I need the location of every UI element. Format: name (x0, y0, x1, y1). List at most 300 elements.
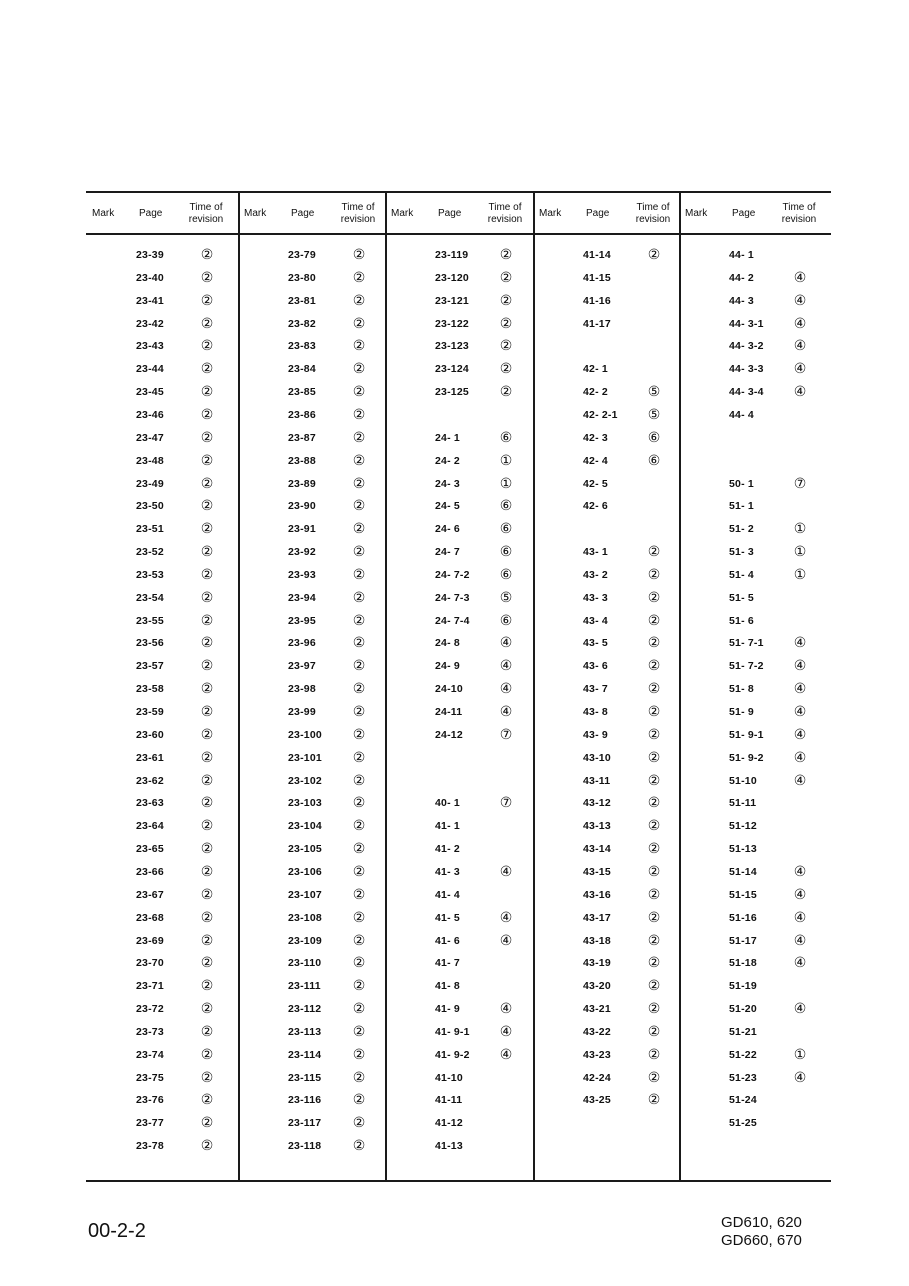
page-number-cell: 51- 7-2 (729, 660, 764, 673)
revision-mark-cell: ② (647, 588, 661, 605)
page-number-cell: 23-125 (435, 386, 469, 399)
header-time-line: Time of (189, 202, 223, 213)
revision-mark-cell: ② (200, 1068, 214, 1085)
revision-mark-cell: ④ (499, 1000, 513, 1017)
page-number-cell: 23-112 (288, 1003, 322, 1016)
page-number: 00-2-2 (88, 1220, 146, 1242)
revision-mark-cell: ② (647, 657, 661, 674)
revision-mark-cell: ④ (499, 1045, 513, 1062)
page-number-cell: 23-74 (136, 1048, 164, 1061)
page-number-cell: 23-101 (288, 751, 322, 764)
table-top-rule (86, 191, 831, 193)
revision-mark-cell: ② (200, 703, 214, 719)
revision-mark-cell: ② (200, 314, 214, 331)
page-number-cell: 43-11 (583, 774, 611, 787)
model-line: GD610, 620 (721, 1214, 802, 1231)
revision-mark-cell: ④ (793, 725, 807, 742)
revision-mark-cell: ② (647, 680, 661, 697)
header-page: Page (586, 208, 610, 219)
revision-mark-cell: ④ (793, 703, 807, 719)
page-number-cell: 23-50 (136, 500, 164, 513)
revision-mark-cell: ② (352, 588, 366, 605)
page-number-cell: 51- 5 (729, 591, 754, 604)
revision-mark-cell: ② (352, 1000, 366, 1017)
revision-mark-cell: ④ (793, 931, 807, 948)
page-number-cell: 23-72 (136, 1003, 164, 1016)
page-number-cell: 23-67 (136, 888, 164, 901)
page-number-cell: 24-10 (435, 683, 463, 696)
page-number-cell: 51-16 (729, 911, 757, 924)
page-number-cell: 23-96 (288, 637, 316, 650)
revision-mark-cell: ② (352, 246, 366, 262)
revision-mark-cell: ② (352, 1045, 366, 1062)
page-number-cell: 51- 9 (729, 706, 754, 718)
revision-mark-cell: ⑦ (499, 725, 513, 742)
page-number-cell: 23-66 (136, 865, 164, 878)
page-number-cell: 51-12 (729, 820, 757, 833)
revision-mark-cell: ④ (499, 931, 513, 948)
page-number-cell: 23-55 (136, 614, 164, 627)
revision-mark-cell: ① (793, 1045, 807, 1062)
page-number-cell: 42- 2-1 (583, 408, 618, 421)
page-number-cell: 43-12 (583, 797, 611, 810)
page-number-cell: 41-17 (583, 317, 611, 330)
revision-mark-cell: ② (352, 268, 366, 285)
revision-mark-cell: ② (647, 611, 661, 628)
page-number-cell: 41- 5 (435, 911, 460, 924)
revision-mark-cell: ④ (793, 954, 807, 971)
revision-mark-cell: ② (352, 543, 366, 560)
page-number-cell: 23-107 (288, 888, 322, 901)
revision-mark-cell: ④ (793, 337, 807, 354)
page-number-cell: 42-24 (583, 1071, 611, 1084)
page-number-cell: 44- 3-2 (729, 340, 764, 353)
revision-mark-cell: ② (352, 405, 366, 422)
page-number-cell: 24- 7-3 (435, 591, 470, 604)
revision-mark-cell: ② (200, 634, 214, 651)
revision-mark-cell: ② (352, 565, 366, 582)
page-number-cell: 43- 4 (583, 614, 608, 627)
revision-mark-cell: ② (200, 1137, 214, 1154)
page-number-cell: 23-42 (136, 317, 164, 330)
page-number-cell: 43-23 (583, 1048, 611, 1061)
revision-mark-cell: ② (200, 565, 214, 582)
revision-mark-cell: ② (647, 885, 661, 902)
revision-mark-cell: ④ (793, 383, 807, 400)
revision-mark-cell: ② (647, 840, 661, 857)
page-number-cell: 23-85 (288, 386, 316, 399)
revision-mark-cell: ② (352, 634, 366, 651)
revision-mark-cell: ② (200, 1114, 214, 1131)
revision-mark-cell: ② (499, 360, 513, 377)
page-number-cell: 23-77 (136, 1117, 164, 1130)
revision-mark-cell: ② (647, 543, 661, 560)
revision-mark-cell: ② (352, 725, 366, 742)
revision-mark-cell: ② (352, 1022, 366, 1039)
revision-mark-cell: ② (499, 291, 513, 308)
revision-mark-cell: ② (352, 1114, 366, 1131)
page-number-cell: 44- 1 (729, 249, 754, 261)
revision-mark-cell: ④ (793, 634, 807, 651)
page-number-cell: 24- 1 (435, 431, 460, 444)
page-number-cell: 23-123 (435, 340, 469, 353)
revision-mark-cell: ② (647, 862, 661, 879)
revision-mark-cell: ① (793, 565, 807, 582)
revision-mark-cell: ② (200, 908, 214, 925)
revision-mark-cell: ② (499, 337, 513, 354)
page-number-cell: 44- 3-1 (729, 317, 764, 330)
revision-mark-cell: ⑥ (499, 611, 513, 628)
revision-mark-cell: ⑤ (499, 588, 513, 605)
page-number-cell: 23-94 (288, 591, 316, 604)
revision-mark-cell: ② (200, 1022, 214, 1039)
revision-mark-cell: ① (793, 520, 807, 537)
revision-mark-cell: ② (200, 657, 214, 674)
page-number-cell: 24- 3 (435, 477, 460, 490)
page-number-cell: 24- 7-4 (435, 614, 470, 627)
page-number-cell: 43-19 (583, 957, 611, 970)
revision-mark-cell: ② (200, 543, 214, 560)
page-number-cell: 51-25 (729, 1117, 757, 1130)
revision-mark-cell: ② (647, 703, 661, 719)
page-number-cell: 51-22 (729, 1048, 757, 1061)
revision-mark-cell: ② (200, 748, 214, 765)
page-number-cell: 42- 3 (583, 431, 608, 444)
revision-mark-cell: ④ (793, 748, 807, 765)
page-number-cell: 23-51 (136, 523, 164, 536)
page-number-cell: 23-59 (136, 706, 164, 718)
revision-mark-cell: ④ (793, 360, 807, 377)
page-number-cell: 23-80 (288, 271, 316, 284)
page-number-cell: 43- 9 (583, 728, 608, 741)
revision-mark-cell: ② (352, 977, 366, 994)
revision-mark-cell: ⑥ (499, 543, 513, 560)
page-number-cell: 41- 3 (435, 865, 460, 878)
page-number-cell: 23-118 (288, 1140, 322, 1153)
page-number-cell: 51-21 (729, 1025, 757, 1038)
revision-mark-cell: ⑤ (647, 405, 661, 422)
page-number-cell: 43- 6 (583, 660, 608, 673)
page-number-cell: 23-115 (288, 1071, 322, 1084)
page-number-cell: 41- 9-1 (435, 1025, 470, 1038)
page-number-cell: 44- 2 (729, 271, 754, 284)
page-number-cell: 41- 9-2 (435, 1048, 470, 1061)
header-page: Page (438, 208, 462, 219)
page-number-cell: 51- 7-1 (729, 637, 764, 650)
header-time-line: Time of (488, 202, 522, 213)
page-number-cell: 42- 6 (583, 500, 608, 513)
revision-mark-cell: ② (647, 817, 661, 834)
revision-mark-cell: ② (647, 954, 661, 971)
page-number-cell: 51-10 (729, 774, 757, 787)
page-number-cell: 43- 5 (583, 637, 608, 650)
page-number-cell: 23-110 (288, 957, 322, 970)
revision-mark-cell: ② (352, 1068, 366, 1085)
page-number-cell: 23-88 (288, 454, 316, 467)
page-number-cell: 41-10 (435, 1071, 463, 1084)
revision-mark-cell: ② (352, 748, 366, 765)
page-number-cell: 43-14 (583, 843, 611, 856)
column-divider (385, 192, 387, 1181)
revision-mark-cell: ② (647, 908, 661, 925)
page-number-cell: 51- 3 (729, 546, 754, 559)
page-number-cell: 44- 3-3 (729, 363, 764, 376)
page-number-cell: 51- 6 (729, 614, 754, 627)
page-number-cell: 41- 4 (435, 888, 460, 901)
revision-mark-cell: ② (647, 1022, 661, 1039)
page-number-cell: 43-13 (583, 820, 611, 833)
page-number-cell: 23-54 (136, 591, 164, 604)
page-number-cell: 23-43 (136, 340, 164, 353)
revision-mark-cell: ② (200, 725, 214, 742)
revision-mark-cell: ② (200, 680, 214, 697)
page-number-cell: 23-75 (136, 1071, 164, 1084)
revision-mark-cell: ② (200, 840, 214, 857)
revision-mark-cell: ⑤ (647, 383, 661, 400)
page-number-cell: 23-61 (136, 751, 164, 764)
page-number-cell: 23-82 (288, 317, 316, 330)
revision-mark-cell: ② (352, 520, 366, 537)
revision-mark-cell: ② (352, 908, 366, 925)
page-number-cell: 23-92 (288, 546, 316, 559)
revision-mark-cell: ④ (793, 1000, 807, 1017)
revision-mark-cell: ② (200, 771, 214, 788)
revision-mark-cell: ② (647, 634, 661, 651)
page-number-cell: 43- 2 (583, 568, 608, 581)
page-number-cell: 23-63 (136, 797, 164, 810)
revision-mark-cell: ② (352, 954, 366, 971)
page-number-cell: 41- 2 (435, 843, 460, 856)
page-number-cell: 23-87 (288, 431, 316, 444)
page-number-cell: 51- 9-1 (729, 728, 764, 741)
header-mark: Mark (539, 208, 562, 219)
header-page: Page (291, 208, 315, 219)
page-number-cell: 23-104 (288, 820, 322, 833)
column-divider (238, 192, 240, 1181)
revision-mark-cell: ② (352, 428, 366, 445)
page-number-cell: 23-97 (288, 660, 316, 673)
page-number-cell: 51- 2 (729, 523, 754, 536)
revision-mark-cell: ② (200, 337, 214, 354)
page-number-cell: 51-20 (729, 1003, 757, 1016)
revision-mark-cell: ② (647, 1068, 661, 1085)
header-time-line: Time of (782, 202, 816, 213)
revision-mark-cell: ② (352, 291, 366, 308)
revision-mark-cell: ⑥ (499, 428, 513, 445)
page-number-cell: 51-13 (729, 843, 757, 856)
revision-mark-cell: ④ (499, 657, 513, 674)
revision-mark-cell: ④ (793, 908, 807, 925)
revision-mark-cell: ② (647, 725, 661, 742)
page-number-cell: 23-48 (136, 454, 164, 467)
revision-mark-cell: ② (352, 862, 366, 879)
header-time-line: revision (340, 214, 376, 225)
page-number-cell: 23-39 (136, 249, 164, 261)
revision-mark-cell: ② (200, 360, 214, 377)
revision-mark-cell: ② (352, 885, 366, 902)
page-number-cell: 43- 3 (583, 591, 608, 604)
revision-mark-cell: ② (499, 314, 513, 331)
revision-mark-cell: ② (200, 291, 214, 308)
page-number-cell: 44- 3 (729, 294, 754, 307)
page-number-cell: 44- 4 (729, 408, 754, 421)
page-number-cell: 23-60 (136, 728, 164, 741)
revision-mark-cell: ② (352, 611, 366, 628)
page-number-cell: 23-53 (136, 568, 164, 581)
revision-mark-cell: ② (352, 360, 366, 377)
page-number-cell: 42- 5 (583, 477, 608, 490)
page-number-cell: 23-52 (136, 546, 164, 559)
revision-mark-cell: ② (647, 565, 661, 582)
page-number-cell: 23-98 (288, 683, 316, 696)
page-number-cell: 23-68 (136, 911, 164, 924)
revision-mark-cell: ② (647, 977, 661, 994)
column-divider (679, 192, 681, 1181)
column-divider (533, 192, 535, 1181)
revision-mark-cell: ② (352, 474, 366, 491)
revision-mark-cell: ⑥ (499, 520, 513, 537)
page-number-cell: 23-93 (288, 568, 316, 581)
revision-mark-cell: ② (200, 862, 214, 879)
page-number-cell: 23-57 (136, 660, 164, 673)
page-number-cell: 41-11 (435, 1094, 463, 1107)
revision-mark-cell: ④ (499, 680, 513, 697)
page-number-cell: 23-124 (435, 363, 469, 376)
header-time-of-revision (631, 202, 675, 226)
revision-mark-cell: ④ (499, 862, 513, 879)
revision-mark-cell: ① (499, 474, 513, 491)
revision-mark-cell: ② (200, 428, 214, 445)
header-page: Page (139, 208, 163, 219)
revision-mark-cell: ② (200, 520, 214, 537)
revision-mark-cell: ② (200, 931, 214, 948)
revision-mark-cell: ② (352, 383, 366, 400)
revision-mark-cell: ② (352, 931, 366, 948)
model-designation (721, 1214, 802, 1250)
revision-mark-cell: ② (352, 497, 366, 514)
page-number-cell: 23-86 (288, 408, 316, 421)
revision-mark-cell: ④ (499, 908, 513, 925)
page-number-cell: 23-40 (136, 271, 164, 284)
header-time-line: revision (635, 214, 671, 225)
page-number-cell: 41- 9 (435, 1003, 460, 1016)
revision-mark-cell: ② (647, 771, 661, 788)
revision-mark-cell: ② (647, 748, 661, 765)
table-bottom-rule (86, 1180, 831, 1182)
header-time-of-revision (777, 202, 821, 226)
revision-mark-cell: ② (499, 383, 513, 400)
revision-mark-cell: ② (200, 954, 214, 971)
page-number-cell: 43-15 (583, 865, 611, 878)
header-time-of-revision (184, 202, 228, 226)
revision-mark-cell: ④ (793, 885, 807, 902)
page-number-cell: 23-113 (288, 1025, 322, 1038)
page-number-cell: 23-49 (136, 477, 164, 490)
page-number-cell: 23-100 (288, 728, 322, 741)
revision-mark-cell: ② (200, 405, 214, 422)
revision-mark-cell: ② (200, 1000, 214, 1017)
page-number-cell: 43-16 (583, 888, 611, 901)
page-number-cell: 51-17 (729, 934, 757, 947)
page-number-cell: 23-106 (288, 865, 322, 878)
page-number-cell: 41-12 (435, 1117, 463, 1130)
revision-mark-cell: ④ (793, 314, 807, 331)
revision-mark-cell: ② (200, 246, 214, 262)
page-number-cell: 42- 1 (583, 363, 608, 376)
revision-mark-cell: ② (200, 611, 214, 628)
model-line: GD660, 670 (721, 1232, 802, 1249)
revision-mark-cell: ④ (793, 268, 807, 285)
revision-mark-cell: ② (200, 885, 214, 902)
page-number-cell: 42- 2 (583, 386, 608, 399)
page-number-cell: 40- 1 (435, 797, 460, 810)
page-number-cell: 23-109 (288, 934, 322, 947)
header-time-line: Time of (341, 202, 375, 213)
page-number-cell: 51-15 (729, 888, 757, 901)
page-number-cell: 51- 9-2 (729, 751, 764, 764)
page-number-cell: 24- 7-2 (435, 568, 470, 581)
revision-mark-cell: ⑥ (499, 565, 513, 582)
page-number-cell: 43- 7 (583, 683, 608, 696)
revision-mark-cell: ② (200, 977, 214, 994)
revision-mark-cell: ④ (793, 291, 807, 308)
revision-mark-cell: ② (647, 1000, 661, 1017)
page-number-cell: 23-69 (136, 934, 164, 947)
page-number-cell: 23-45 (136, 386, 164, 399)
revision-mark-cell: ② (200, 451, 214, 468)
revision-mark-cell: ② (352, 314, 366, 331)
page-number-cell: 23-120 (435, 271, 469, 284)
page-number-cell: 23-73 (136, 1025, 164, 1038)
page-number-cell: 24- 5 (435, 500, 460, 513)
header-mark: Mark (92, 208, 115, 219)
header-mark: Mark (244, 208, 267, 219)
revision-mark-cell: ② (647, 931, 661, 948)
page-number-cell: 51-18 (729, 957, 757, 970)
page-number-cell: 51-14 (729, 865, 757, 878)
page-number-cell: 41- 7 (435, 957, 460, 970)
header-mark: Mark (685, 208, 708, 219)
page-number-cell: 24- 7 (435, 546, 460, 559)
page-number-cell: 41-14 (583, 249, 611, 261)
page-number-cell: 23-102 (288, 774, 322, 787)
revision-mark-cell: ① (499, 451, 513, 468)
page-number-cell: 51-19 (729, 980, 757, 993)
header-time-line: Time of (636, 202, 670, 213)
page-number-cell: 43-22 (583, 1025, 611, 1038)
revision-mark-cell: ④ (499, 1022, 513, 1039)
revision-mark-cell: ② (352, 337, 366, 354)
revision-mark-cell: ④ (793, 771, 807, 788)
page-number-cell: 24- 9 (435, 660, 460, 673)
revision-mark-cell: ④ (793, 680, 807, 697)
revision-mark-cell: ① (793, 543, 807, 560)
page-number-cell: 51-24 (729, 1094, 757, 1107)
revision-mark-cell: ⑥ (499, 497, 513, 514)
revision-mark-cell: ② (647, 246, 661, 262)
page-number-cell: 23-41 (136, 294, 164, 307)
page-number-cell: 43-17 (583, 911, 611, 924)
page-number-cell: 23-114 (288, 1048, 322, 1061)
page-number-cell: 43- 1 (583, 546, 608, 559)
page-number-cell: 51-11 (729, 797, 757, 810)
page-number-cell: 23-65 (136, 843, 164, 856)
revision-mark-cell: ② (352, 1137, 366, 1154)
page-number-cell: 23-70 (136, 957, 164, 970)
page-number-cell: 23-76 (136, 1094, 164, 1107)
page-number-cell: 23-58 (136, 683, 164, 696)
page-number-cell: 43-21 (583, 1003, 611, 1016)
